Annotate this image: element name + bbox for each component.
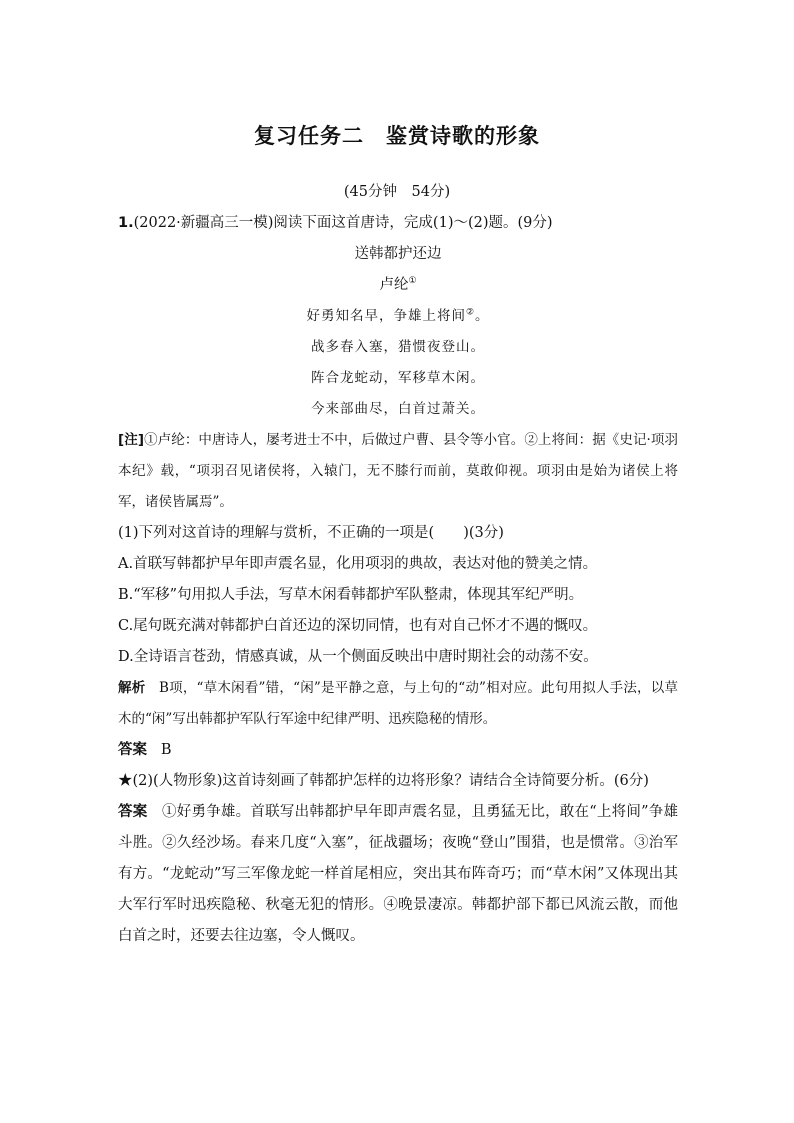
- option-c: C.尾句既充满对韩都护白首还边的深切同情，也有对自己怀才不遇的慨叹。: [118, 618, 598, 634]
- author-footnote-mark: ①: [408, 276, 417, 287]
- analysis-text: B项，“草木闲看”错，“闲”是平静之意，与上句的“动”相对应。此句用拟人手法，以草木的“闲”写出韩都护军队行军途中纪律严明、迅疾隐秘的情形。: [118, 680, 678, 727]
- star-icon: ★: [118, 773, 133, 789]
- poem-line-1-text: 好勇知名早，争雄上将间: [306, 308, 466, 324]
- sub1-analysis: [118, 673, 678, 735]
- question-intro: [118, 208, 678, 239]
- page-title: 复习任务二 鉴赏诗歌的形象: [254, 124, 540, 148]
- sub2-stem: [118, 766, 678, 797]
- option-b: B.“军移”句用拟人手法，写草木闲看韩都护军队整肃，体现其军纪严明。: [118, 587, 584, 603]
- line1-footnote-mark: ②: [465, 307, 476, 318]
- analysis-label: 解析: [118, 680, 146, 696]
- poem-line-1-end: 。: [475, 308, 490, 324]
- poem-author-name: 卢纶: [379, 277, 409, 293]
- poem-line-2: 战多春入塞，猎惯夜登山。: [311, 339, 485, 355]
- question-intro-text: (2022·新疆高三一模)阅读下面这首唐诗，完成(1)～(2)题。(9分): [133, 215, 553, 231]
- poem-author: [118, 270, 678, 301]
- poem-line-4: 今来部曲尽，白首过萧关。: [311, 401, 485, 417]
- content-body: [118, 208, 678, 952]
- note-text: ①卢纶：中唐诗人，屡考进士不中，后做过户曹、县令等小官。②上将间：据《史记·项羽本纪》载，“项羽召见诸侯将，入辕门，无不膝行而前，莫敢仰视。项羽由是始为诸侯上将军，诸侯皆属焉”。: [118, 432, 678, 510]
- sub1-stem: (1)下列对这首诗的理解与赏析，不正确的一项是( )(3分): [118, 525, 504, 541]
- sub2-answer: [118, 797, 678, 952]
- poem-line-3: 阵合龙蛇动，军移草木闲。: [311, 370, 485, 386]
- time-score: (45分钟 54分): [343, 184, 451, 200]
- sub1-answer-label: 答案: [118, 742, 147, 758]
- question-number: 1.: [118, 215, 134, 231]
- poem-line-1: [118, 301, 678, 332]
- sub1-answer: [118, 735, 678, 766]
- sub2-answer-label: 答案: [118, 804, 148, 820]
- option-a: A.首联写韩都护早年即声震名显，化用项羽的典故，表达对他的赞美之情。: [118, 556, 598, 572]
- sub1-answer-value: B: [160, 742, 172, 758]
- footnote: [118, 425, 678, 518]
- option-d: D.全诗语言苍劲，情感真诚，从一个侧面反映出中唐时期社会的动荡不安。: [118, 649, 598, 665]
- sub2-answer-text: ①好勇争雄。首联写出韩都护早年即声震名显，且勇猛无比，敢在“上将间”争雄斗胜。②久经沙场。春来几度“入塞”，征战疆场；夜晚“登山”围猎，也是惯常。③治军有方。“龙蛇动”写三军像龙蛇一样首尾相应，突出其布阵奇巧；而“草木闲”又体现出其大军行军时迅疾隐秘、秋毫无犯的情形。④晚景凄凉。韩都护部下都已风流云散，而他白首之时，还要去往边塞，令人慨叹。: [118, 804, 678, 944]
- sub2-stem-text: (2)(人物形象)这首诗刻画了韩都护怎样的边将形象？请结合全诗简要分析。(6分): [132, 773, 649, 789]
- note-label: [注]: [118, 432, 144, 448]
- poem-title: 送韩都护还边: [354, 246, 442, 262]
